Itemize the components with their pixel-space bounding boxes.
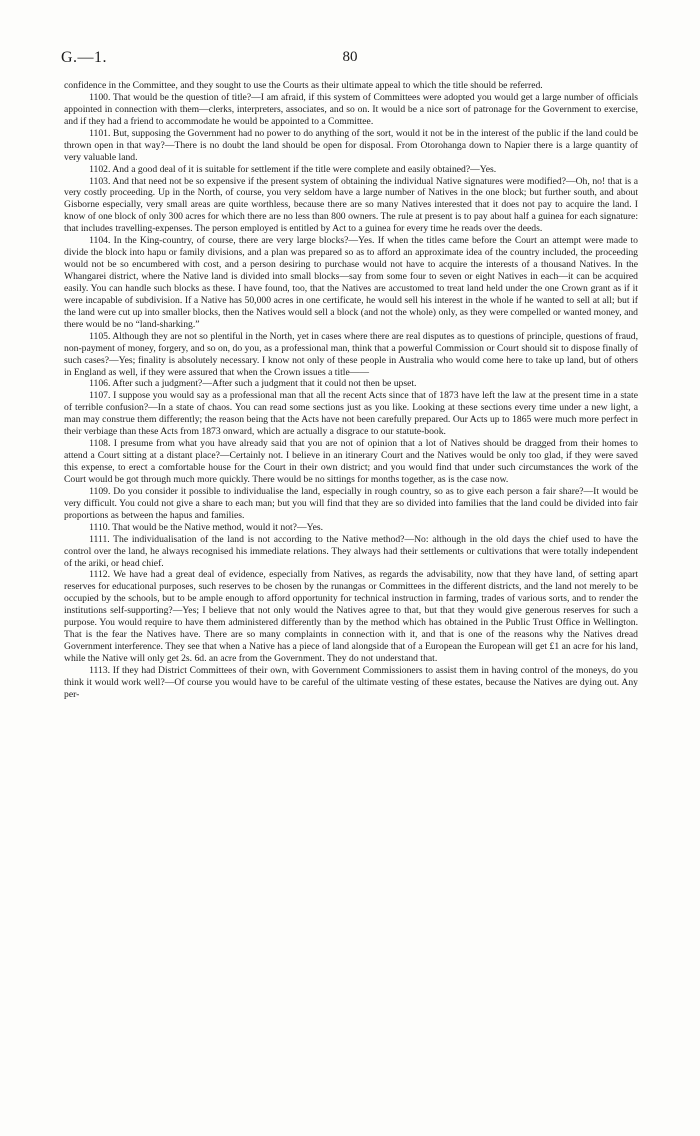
paragraph: 1108. I presume from what you have already said that you are not of opinion that a lot of Natives should be dragged from their homes to attend a Court sitting at a distant place?—Certainly not. I believe in an itinerary Court and the Natives would be only too glad, if they were saved this expense, to erect a comfortable house for the Court in their own district; and you would find that under such circumstances the work of the Court would be got through much more quickly. There would be no sittings for months together, as is the case now. <box>64 438 638 485</box>
paragraph: confidence in the Committee, and they sought to use the Courts as their ultimate appeal to which the title should be referred. <box>64 80 543 91</box>
page-header <box>61 49 639 69</box>
paragraph: 1110. That would be the Native method, would it not?—Yes. <box>89 521 323 533</box>
paragraph: 1106. After such a judgment?—After such a judgment that it could not then be upset. <box>89 378 417 390</box>
paragraph: 1111. The individualisation of the land is not according to the Native method?—No: although in the old days the chief used to have the control over the land, he always recognised his immediate relations. They always had their settlements or cultivations that were totally independent of the ariki, or head chief. <box>64 533 638 569</box>
paragraph: 1113. If they had District Committees of their own, with Government Commissioners to assist them in having control of the moneys, do you think it would work well?—Of course you would have to be careful of the ultimate vesting of these estates, because the Natives are dying out. Any per- <box>64 664 638 700</box>
paragraph: 1112. We have had a great deal of evidence, especially from Natives, as regards the advisability, now that they have land, of setting apart reserves for educational purposes, such reserves to be chosen by the runangas or Committees in the different districts, and the land not merely to be occupied by the schools, but to be ample enough to afford opportunity for technical instruction in farming, trades of various sorts, and to render the institutions self-supporting?—Yes; I believe that not only would the Natives agree to that, but that they would give generous reserves for such a purpose. You would require to have them administered differently than by the method which has obtained in the Public Trust Office in Wellington. That is the fear the Natives have. There are so many complaints in connection with it, and that is one of the reasons why the Natives dread Government interference. They see that when a Native has a piece of land alongside that of a European the European will get £1 an acre for his land, while the Native will only get 2s. 6d. an acre from the Government. They do not understand that. <box>64 569 638 664</box>
paragraph: 1109. Do you consider it possible to individualise the land, especially in rough country, so as to give each person a fair share?—It would be very difficult. You could not give a share to each man; but you will find that they are so divided into families that the land could be divided into fair proportions as between the hapus and families. <box>64 485 638 521</box>
paragraph: 1103. And that need not be so expensive if the present system of obtaining the individual Native signatures were modified?—Oh, no! that is a very costly proceeding. Up in the North, of course, you very seldom have a large number of Natives in the one block; but further south, and about Gisborne especially, very small areas are quite worthless, because there are so many Natives interested that it does not pay to acquire the land. I know of one block of only 300 acres for which there are no less than 800 owners. The rule at present is to pay about half a guinea for each signature: that includes travelling-expenses. The person employed is entitled by Act to a guinea for every time he reads over the deeds. <box>64 175 638 235</box>
paragraph: 1105. Although they are not so plentiful in the North, yet in cases where there are real disputes as to questions of principle, questions of fraud, non-payment of money, forgery, and so on, do you, as a professional man, think that a powerful Commission or Court should sit to dispose finally of such cases?—Yes; finality is absolutely necessary. I know not only of these people in Australia who would come here to take up land, but of others in England as well, if they were assured that when the Crown issues a title—— <box>64 330 638 378</box>
body-text <box>64 80 638 701</box>
document-reference: G.—1. <box>61 49 108 66</box>
paragraph: 1104. In the King-country, of course, there are very large blocks?—Yes. If when the titles came before the Court an attempt were made to divide the block into hapu or family divisions, and a plan was prepared so as to afford an approximate idea of the country included, the proceeding would not be so encumbered with cost, and a person desiring to purchase would not have to acquire the interests of a thousand Natives. In the Whangarei district, where the Native land is divided into small blocks—say from some four to seven or eight Natives in each—it can be acquired easily. You can handle such blocks as these. I have found, too, that the Natives are accustomed to treat land held under the one Crown grant as if it were incapable of subdivision. If a Native has 50,000 acres in one certificate, he would sell his interest in the whole if he wanted to sell at all; but if the land were cut up into smaller blocks, then the Natives would sell a block (and not the whole) only, as they were compelled or wanted money, and there would be no “land-sharking.” <box>64 235 638 330</box>
paragraph: 1107. I suppose you would say as a professional man that all the recent Acts since that of 1873 have left the law at the present time in a state of terrible confusion?—In a state of chaos. You can read some sections just as you like. Looking at these sections every time under a new light, a man may construe them differently; the reason being that the Acts have not been carefully prepared. Our Acts up to 1865 were much more perfect in their verbiage than these Acts from 1873 onward, which are actually a disgrace to our statute-book. <box>64 390 638 438</box>
paragraph: 1102. And a good deal of it is suitable for settlement if the title were complete and easily obtained?—Yes. <box>89 163 497 175</box>
paragraph: 1100. That would be the question of title?—I am afraid, if this system of Committees were adopted you would get a large number of officials appointed in connection with them—clerks, interpreters, associates, and so on. It would be a nice sort of patronage for the Government to exercise, and if they had a friend to accommodate he would be appointed to a Committee. <box>64 91 638 127</box>
paragraph: 1101. But, supposing the Government had no power to do anything of the sort, would it not be in the interest of the public if the land could be thrown open in that way?—There is no doubt the land should be open for disposal. From Otorohanga down to Napier there is a large quantity of very valuable land. <box>64 127 638 163</box>
page-number: 80 <box>342 49 358 65</box>
